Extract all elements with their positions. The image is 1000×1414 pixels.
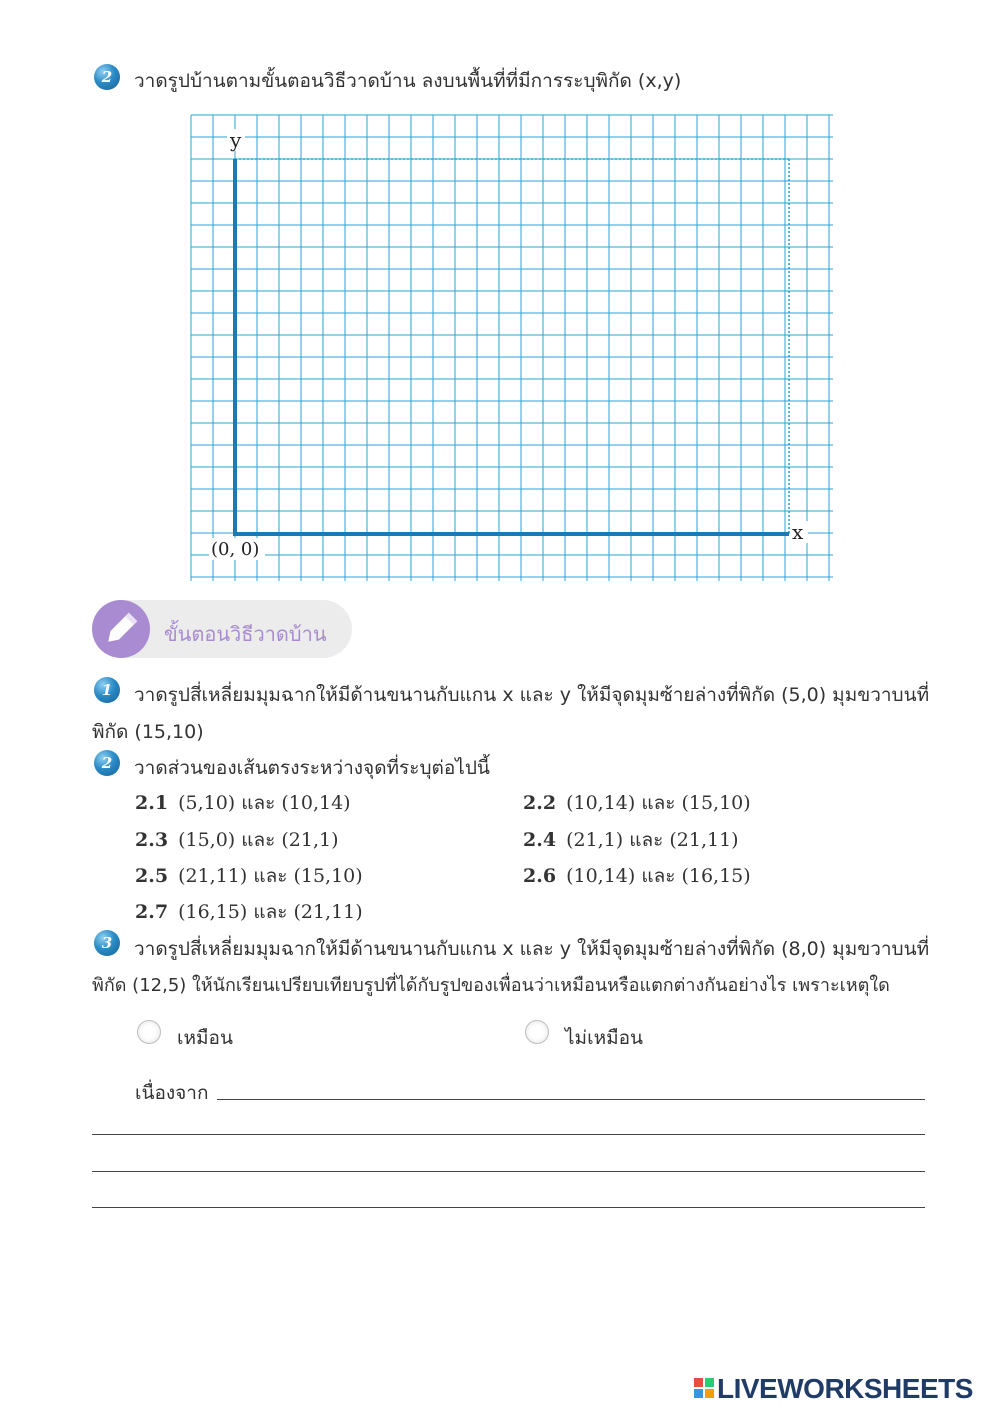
question-title: วาดรูปบ้านตามขั้นตอนวิธีวาดบ้าน ลงบนพื้นที่ที่มีการระบุพิกัด (x,y) — [134, 70, 682, 92]
grid-lines — [191, 115, 833, 581]
sub-item-label: 2.3 — [135, 829, 169, 851]
step-1-number: 1 — [101, 681, 113, 699]
y-axis-label: y — [230, 128, 242, 152]
sub-item-2-2 — [523, 788, 751, 818]
sub-item-text: (16,15) และ (21,11) — [178, 901, 363, 923]
sub-item-2-7 — [135, 897, 363, 927]
steps-banner-title: ขั้นตอนวิธีวาดบ้าน — [164, 622, 327, 646]
sub-item-2-5 — [135, 861, 363, 891]
sub-item-label: 2.1 — [135, 792, 169, 814]
origin-label: (0, 0) — [211, 539, 260, 560]
step-1-badge — [94, 677, 120, 703]
sub-item-2-4 — [523, 825, 739, 855]
step-3-badge — [94, 930, 120, 956]
answer-line-4[interactable] — [92, 1207, 925, 1208]
answer-line-2[interactable] — [92, 1134, 925, 1135]
sub-item-text: (10,14) และ (15,10) — [566, 792, 751, 814]
radio-same-label: เหมือน — [177, 1027, 233, 1049]
radio-different[interactable] — [525, 1020, 549, 1044]
sub-item-text: (21,1) และ (21,11) — [566, 829, 739, 851]
sub-item-label: 2.7 — [135, 901, 169, 923]
step-2-badge — [94, 750, 120, 776]
sub-item-text: (21,11) และ (15,10) — [178, 865, 363, 887]
question-number: 2 — [101, 68, 113, 86]
step-2-text: วาดส่วนของเส้นตรงระหว่างจุดที่ระบุต่อไปนี้ — [134, 757, 490, 779]
pencil-icon — [92, 600, 150, 658]
sub-item-label: 2.5 — [135, 865, 169, 887]
liveworksheets-logo-icon — [694, 1378, 714, 1398]
radio-different-label: ไม่เหมือน — [565, 1027, 644, 1049]
step-3-number: 3 — [101, 934, 113, 952]
sub-item-label: 2.6 — [523, 865, 557, 887]
radio-same[interactable] — [137, 1020, 161, 1044]
sub-item-label: 2.2 — [523, 792, 557, 814]
answer-line-3[interactable] — [92, 1171, 925, 1172]
sub-item-2-6 — [523, 861, 751, 891]
reason-label: เนื่องจาก — [135, 1082, 209, 1104]
sub-item-text: (10,14) และ (16,15) — [566, 865, 751, 887]
step-2-number: 2 — [101, 754, 113, 772]
sub-item-2-1 — [135, 788, 351, 818]
sub-item-2-3 — [135, 825, 339, 855]
answer-line-1[interactable] — [217, 1099, 925, 1100]
sub-item-label: 2.4 — [523, 829, 557, 851]
step-3-line-2: พิกัด (12,5) ให้นักเรียนเปรียบเทียบรูปที่ได้กับรูปของเพื่อนว่าเหมือนหรือแตกต่างกันอย่างไร เพราะเหตุใด — [92, 975, 890, 996]
step-1-line-2: พิกัด (15,10) — [92, 721, 204, 743]
sub-item-text: (5,10) และ (10,14) — [178, 792, 351, 814]
question-number-badge — [94, 64, 120, 90]
coordinate-grid[interactable] — [189, 114, 834, 582]
sub-item-text: (15,0) และ (21,1) — [178, 829, 339, 851]
x-axis-label: x — [792, 520, 804, 544]
liveworksheets-logo-text: LIVEWORKSHEETS — [717, 1373, 973, 1404]
step-1-line-1: วาดรูปสี่เหลี่ยมมุมฉากให้มีด้านขนานกับแกน x และ y ให้มีจุดมุมซ้ายล่างที่พิกัด (5,0) มุมขวาบนที่ — [134, 684, 930, 706]
step-3-line-1: วาดรูปสี่เหลี่ยมมุมฉากให้มีด้านขนานกับแกน x และ y ให้มีจุดมุมซ้ายล่างที่พิกัด (8,0) มุมขวาบนที่ — [134, 938, 930, 960]
